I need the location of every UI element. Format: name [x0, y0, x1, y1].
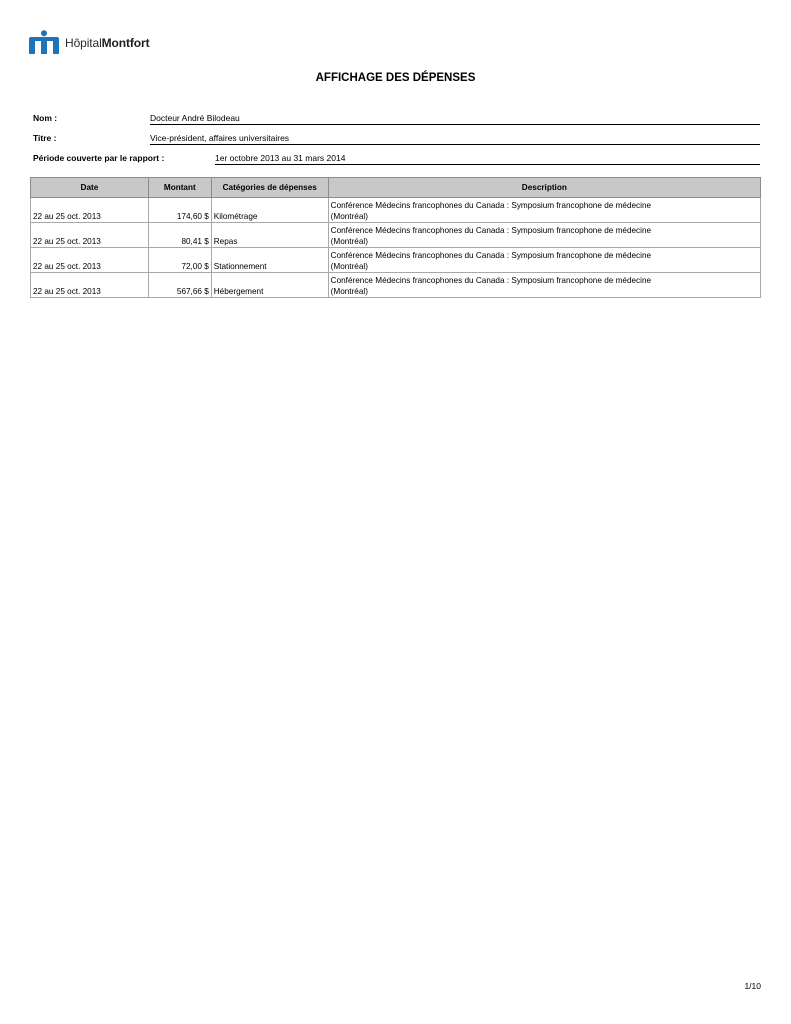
- page-number: 1/10: [744, 981, 761, 991]
- description-line: (Montréal): [330, 287, 368, 296]
- titre-value: Vice-président, affaires universitaires: [150, 133, 760, 145]
- montfort-people-icon: [29, 30, 59, 56]
- description-line: Conférence Médecins francophones du Canada : Symposium francophone de médecine: [330, 201, 652, 210]
- table-row: [31, 248, 761, 273]
- page-title: AFFICHAGE DES DÉPENSES: [315, 72, 476, 84]
- cell-categorie: Hébergement: [211, 273, 328, 298]
- header-montant: Montant: [148, 178, 211, 198]
- cell-montant: 567,66 $: [148, 273, 211, 298]
- nom-label: Nom :: [33, 113, 58, 123]
- cell-description: [328, 273, 760, 298]
- table-row: [31, 223, 761, 248]
- cell-categorie: Kilométrage: [211, 198, 328, 223]
- nom-value: Docteur André Bilodeau: [150, 113, 760, 125]
- description-line: Conférence Médecins francophones du Canada : Symposium francophone de médecine: [330, 226, 652, 235]
- cell-montant: 174,60 $: [148, 198, 211, 223]
- table-row: [31, 273, 761, 298]
- table-header-row: [31, 178, 761, 198]
- header-categorie: Catégories de dépenses: [211, 178, 328, 198]
- description-line: (Montréal): [330, 262, 368, 271]
- header-description: Description: [328, 178, 760, 198]
- description-line: (Montréal): [330, 237, 368, 246]
- cell-categorie: Stationnement: [211, 248, 328, 273]
- cell-date: 22 au 25 oct. 2013: [31, 273, 149, 298]
- hopital-montfort-logo: [29, 30, 150, 56]
- periode-label: Période couverte par le rapport :: [33, 153, 165, 163]
- description-line: Conférence Médecins francophones du Canada : Symposium francophone de médecine: [330, 251, 652, 260]
- titre-label: Titre :: [33, 133, 57, 143]
- cell-categorie: Repas: [211, 223, 328, 248]
- description-line: (Montréal): [330, 212, 368, 221]
- cell-description: [328, 223, 760, 248]
- logo-wordmark: HôpitalMontfort: [65, 36, 150, 50]
- cell-montant: 72,00 $: [148, 248, 211, 273]
- cell-date: 22 au 25 oct. 2013: [31, 198, 149, 223]
- table-row: [31, 198, 761, 223]
- expenses-table: [30, 177, 761, 298]
- cell-description: [328, 248, 760, 273]
- cell-montant: 80,41 $: [148, 223, 211, 248]
- periode-value: 1er octobre 2013 au 31 mars 2014: [215, 153, 760, 165]
- description-line: Conférence Médecins francophones du Canada : Symposium francophone de médecine: [330, 276, 652, 285]
- cell-date: 22 au 25 oct. 2013: [31, 248, 149, 273]
- cell-date: 22 au 25 oct. 2013: [31, 223, 149, 248]
- cell-description: [328, 198, 760, 223]
- header-date: Date: [31, 178, 149, 198]
